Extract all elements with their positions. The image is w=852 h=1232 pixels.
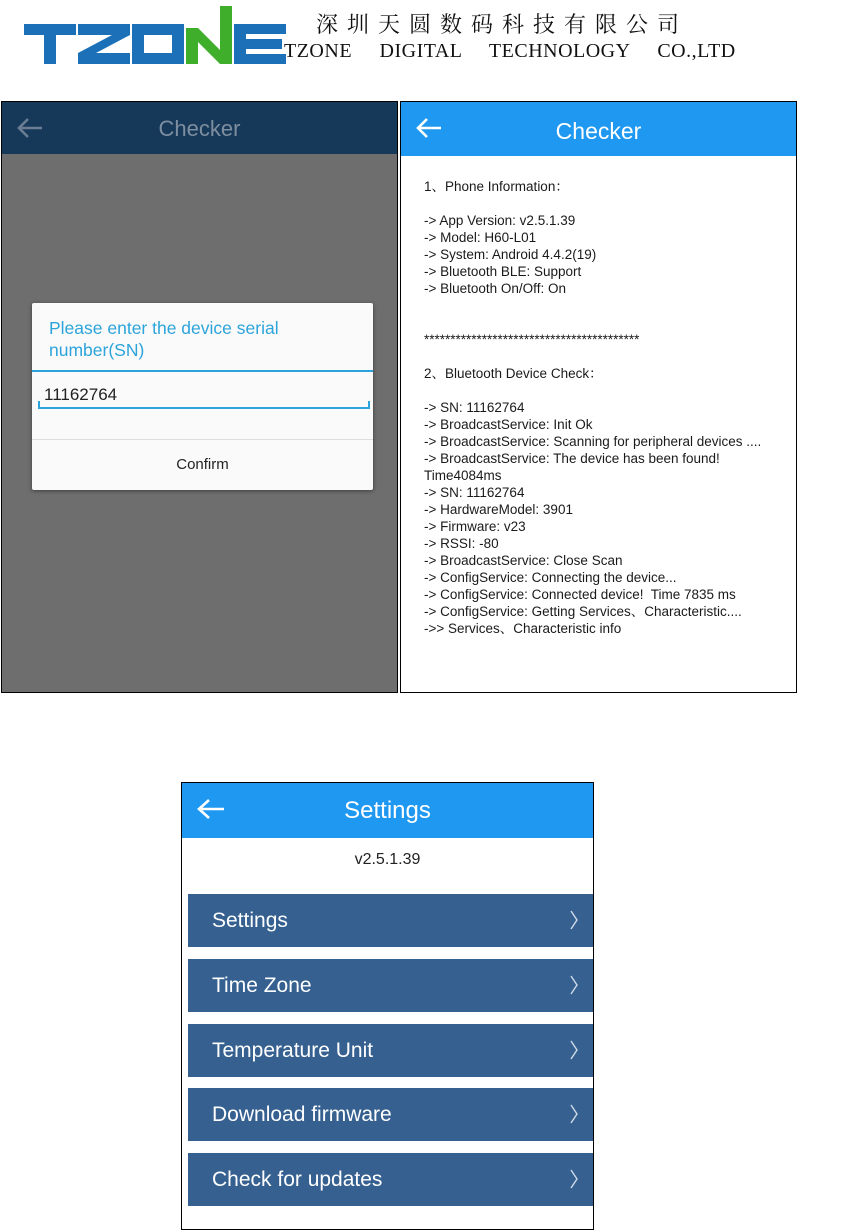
log-line: -> Bluetooth On/Off: On [424, 281, 566, 296]
log-line: -> BroadcastService: Init Ok [424, 417, 593, 432]
tzone-logo [24, 4, 286, 71]
log-line: -> Bluetooth BLE: Support [424, 264, 582, 279]
menu-item-label: Check for updates [212, 1168, 383, 1191]
log-line: -> BroadcastService: Scanning for peripheral devices .... [424, 434, 762, 449]
serial-number-dialog [32, 303, 373, 490]
log-line: -> ConfigService: Getting Services、Characteristic.... [424, 604, 742, 619]
log-line [424, 297, 769, 314]
log-line [424, 314, 769, 331]
log-line: -> Firmware: v23 [424, 519, 526, 534]
app-bar [182, 783, 593, 838]
log-line: -> Model: H60-L01 [424, 230, 537, 245]
log-line [424, 382, 769, 399]
menu-item-label: Download firmware [212, 1103, 392, 1126]
check-log [424, 178, 769, 637]
menu-item-check-for-updates[interactable] [188, 1153, 593, 1206]
log-line: ->> Services、Characteristic info [424, 621, 622, 636]
serial-number-input[interactable] [38, 383, 370, 409]
chevron-right-icon [569, 909, 579, 936]
dialog-title: Please enter the device serial number(SN) [49, 318, 279, 360]
checker-log-screenshot [400, 101, 797, 693]
app-bar-title: Checker [555, 118, 642, 144]
settings-screenshot [181, 782, 594, 1230]
app-bar-title: Settings [344, 797, 431, 824]
menu-item-label: Time Zone [212, 974, 312, 997]
log-line: -> System: Android 4.4.2(19) [424, 247, 597, 262]
log-line [424, 348, 769, 365]
log-line: -> BroadcastService: Close Scan [424, 553, 623, 568]
chevron-right-icon [569, 1168, 579, 1195]
menu-item-temperature-unit[interactable] [188, 1024, 593, 1077]
log-line: -> RSSI: -80 [424, 536, 499, 551]
menu-item-time-zone[interactable] [188, 959, 593, 1012]
log-line: -> SN: 11162764 [424, 485, 525, 500]
app-version: v2.5.1.39 [354, 851, 421, 868]
confirm-button[interactable]: Confirm [176, 456, 229, 473]
log-line: -> ConfigService: Connected device! Time 7835 ms [424, 587, 736, 602]
chevron-right-icon [569, 1103, 579, 1130]
company-name-chinese: 深圳天圆数码科技有限公司 [316, 13, 689, 38]
log-line: -> App Version: v2.5.1.39 [424, 213, 576, 228]
log-line: -> SN: 11162764 [424, 400, 525, 415]
dialog-divider [32, 370, 373, 372]
company-name-english: TZONE DIGITAL TECHNOLOGY CO.,LTD [284, 40, 736, 62]
log-line: 1、Phone Information： [424, 179, 569, 194]
log-line: 2、Bluetooth Device Check： [424, 366, 603, 381]
log-line: -> ConfigService: Connecting the device... [424, 570, 677, 585]
log-line [424, 195, 769, 212]
input-underline-tick [368, 401, 370, 409]
menu-item-label: Settings [212, 909, 288, 932]
input-underline-tick [38, 401, 40, 409]
log-line: -> HardwareModel: 3901 [424, 502, 573, 517]
app-bar-title: Checker [158, 116, 241, 141]
chevron-right-icon [569, 1039, 579, 1066]
app-bar [401, 102, 796, 156]
menu-item-download-firmware[interactable] [188, 1088, 593, 1141]
menu-item-label: Temperature Unit [212, 1039, 374, 1062]
menu-item-settings[interactable] [188, 894, 593, 947]
checker-dialog-screenshot [1, 101, 398, 693]
chevron-right-icon [569, 974, 579, 1001]
log-line: -> BroadcastService: The device has been found! Time4084ms [424, 451, 728, 483]
app-bar [2, 102, 397, 154]
log-line: ***************************************** [424, 332, 640, 347]
